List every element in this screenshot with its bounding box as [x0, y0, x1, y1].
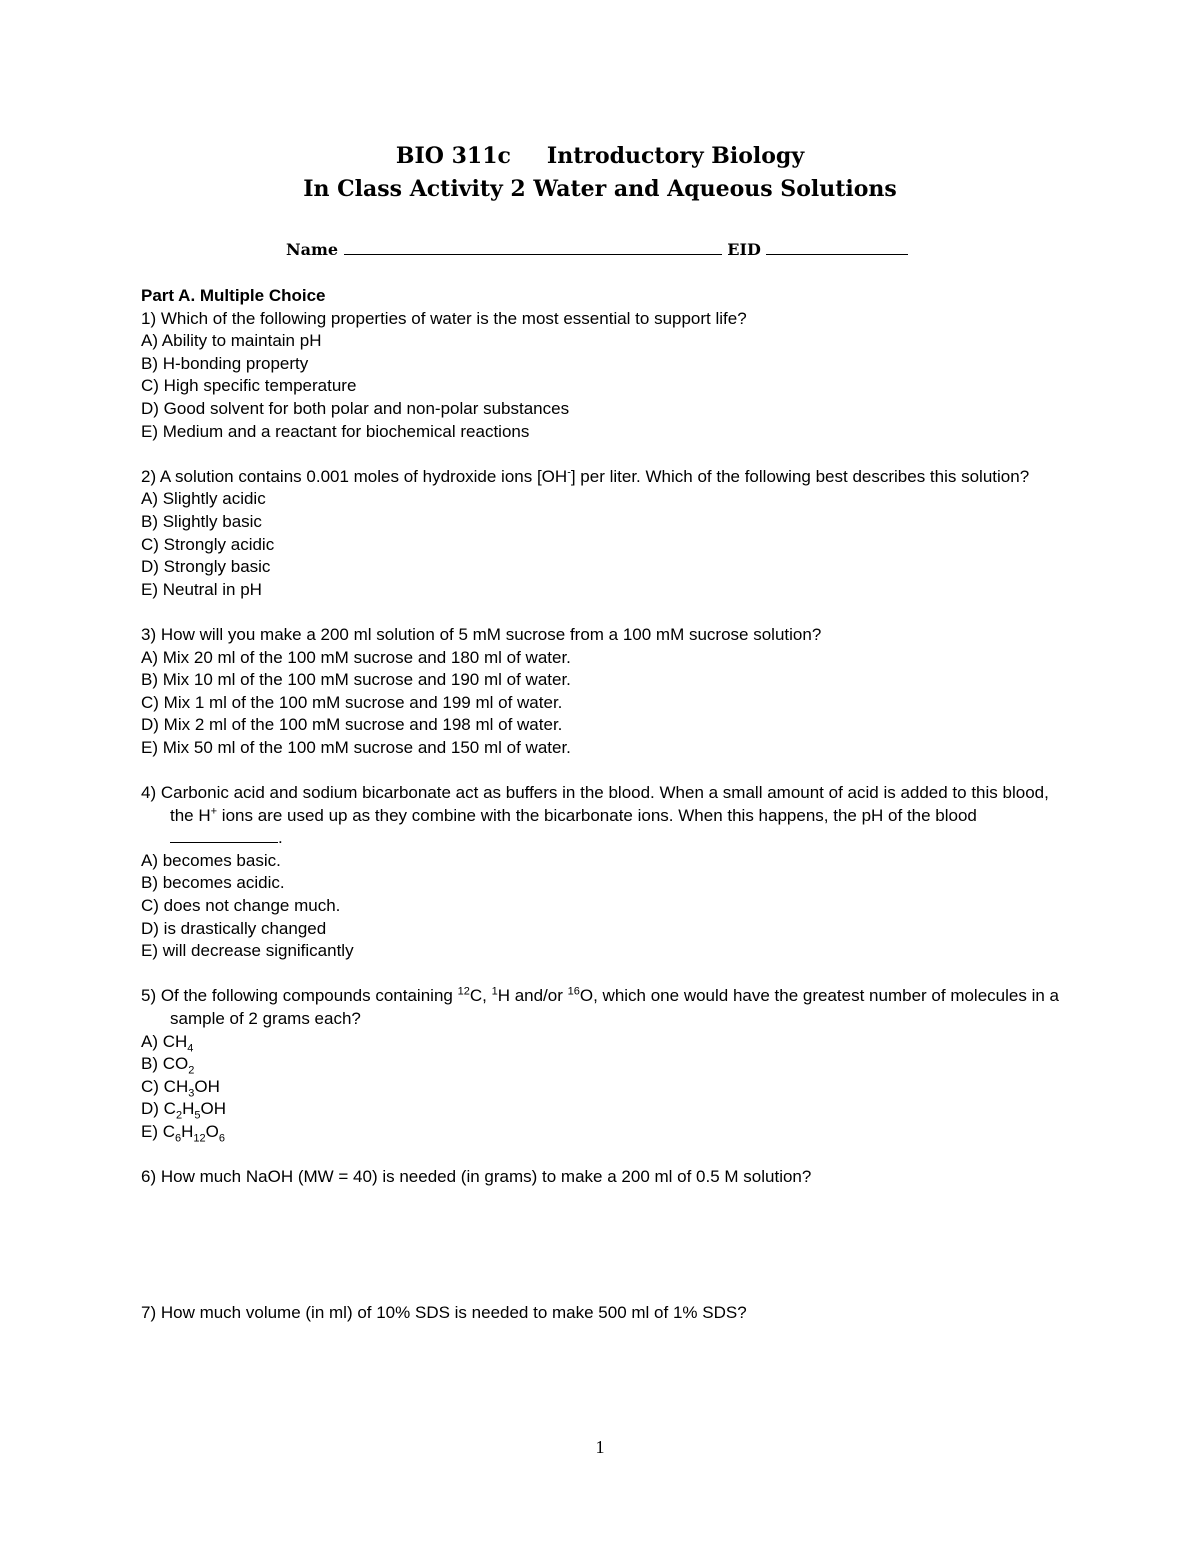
q5-option-b: B) $CO_2$: [141, 1054, 195, 1077]
question-7-stem: 7) How much volume (in ml) of 10% SDS is needed to make 500 ml of 1% SDS?: [141, 1302, 747, 1322]
name-field-line[interactable]: [344, 253, 722, 255]
q4-option-e: E) will decrease significantly: [141, 941, 354, 961]
page-number: 1: [595, 1437, 605, 1457]
q3-option-b: B) Mix 10 ml of the 100 mM sucrose and 190 ml of water.: [141, 670, 571, 690]
course-name: Introductory Biology: [546, 143, 805, 169]
part-a-heading: Part A. Multiple Choice: [141, 286, 326, 305]
q5-option-a: A) $CH_4$: [141, 1031, 194, 1054]
eid-field-line[interactable]: [766, 253, 908, 255]
q1-option-b: B) H-bonding property: [141, 353, 309, 373]
q2-option-b: B) Slightly basic: [141, 511, 262, 531]
course-code: BIO 311c: [395, 143, 511, 169]
q2-option-e: E) Neutral in pH: [141, 579, 262, 599]
q3-option-c: C) Mix 1 ml of the 100 mM sucrose and 199 ml of water.: [141, 692, 563, 712]
q4-option-b: B) becomes acidic.: [141, 873, 285, 893]
q4-option-a: A) becomes basic.: [141, 850, 281, 870]
answer-blank: [170, 842, 278, 843]
q3-option-d: D) Mix 2 ml of the 100 mM sucrose and 198 ml of water.: [141, 715, 563, 735]
q1-option-a: A) Ability to maintain pH: [141, 331, 322, 351]
q2-option-a: A) Slightly acidic: [141, 489, 266, 509]
q6-answer-space[interactable]: [141, 1189, 1071, 1302]
activity-title: In Class Activity 2 Water and Aqueous Solutions: [303, 176, 897, 202]
q3-option-a: A) Mix 20 ml of the 100 mM sucrose and 180 ml of water.: [141, 647, 571, 667]
q5-option-d: D) $C_2H_5OH$: [141, 1099, 226, 1122]
course-title-line: [0, 143, 1200, 169]
question-body: [141, 285, 1071, 1324]
q1-option-e: E) Medium and a reactant for biochemical reactions: [141, 421, 530, 441]
question-1-stem: 1) Which of the following properties of water is the most essential to support life?: [141, 308, 747, 328]
question-3-stem: 3) How will you make a 200 ml solution of 5 mM sucrose from a 100 mM sucrose solution?: [141, 624, 822, 644]
q5-option-e: E) $C_6H_{12}O_6$: [141, 1121, 226, 1145]
q3-option-e: E) Mix 50 ml of the 100 mM sucrose and 150 ml of water.: [141, 737, 571, 757]
q4-option-c: C) does not change much.: [141, 896, 341, 916]
q1-option-d: D) Good solvent for both polar and non-polar substances: [141, 398, 570, 418]
question-5-stem: 5) Of the following compounds containing $^{12}$C, $^1$H and/or $^{16}$O, which one would have the greatest number of molecules in a sample of 2 grams each?: [141, 985, 1059, 1028]
eid-label: EID: [727, 240, 761, 259]
question-2-stem: 2) A solution contains 0.001 moles of hydroxide ions [OH-] per liter. Which of the following best describes this solution?: [141, 466, 1030, 486]
q2-option-c: C) Strongly acidic: [141, 534, 275, 554]
q5-option-c: C) $CH_3OH$: [141, 1076, 220, 1100]
name-label: Name: [286, 240, 339, 259]
q2-option-d: D) Strongly basic: [141, 557, 271, 577]
question-4-stem: 4) Carbonic acid and sodium bicarbonate act as buffers in the blood. When a small amount of acid is added to this blood, the H+ ions are used up as they combine with the bicarbonate ions. When this happens, the pH of the blood .: [141, 783, 1049, 848]
name-eid-row: [286, 240, 908, 259]
question-6-stem: 6) How much NaOH (MW = 40) is needed (in grams) to make a 200 ml of 0.5 M solution?: [141, 1167, 812, 1187]
q4-option-d: D) is drastically changed: [141, 918, 327, 938]
q1-option-c: C) High specific temperature: [141, 376, 357, 396]
